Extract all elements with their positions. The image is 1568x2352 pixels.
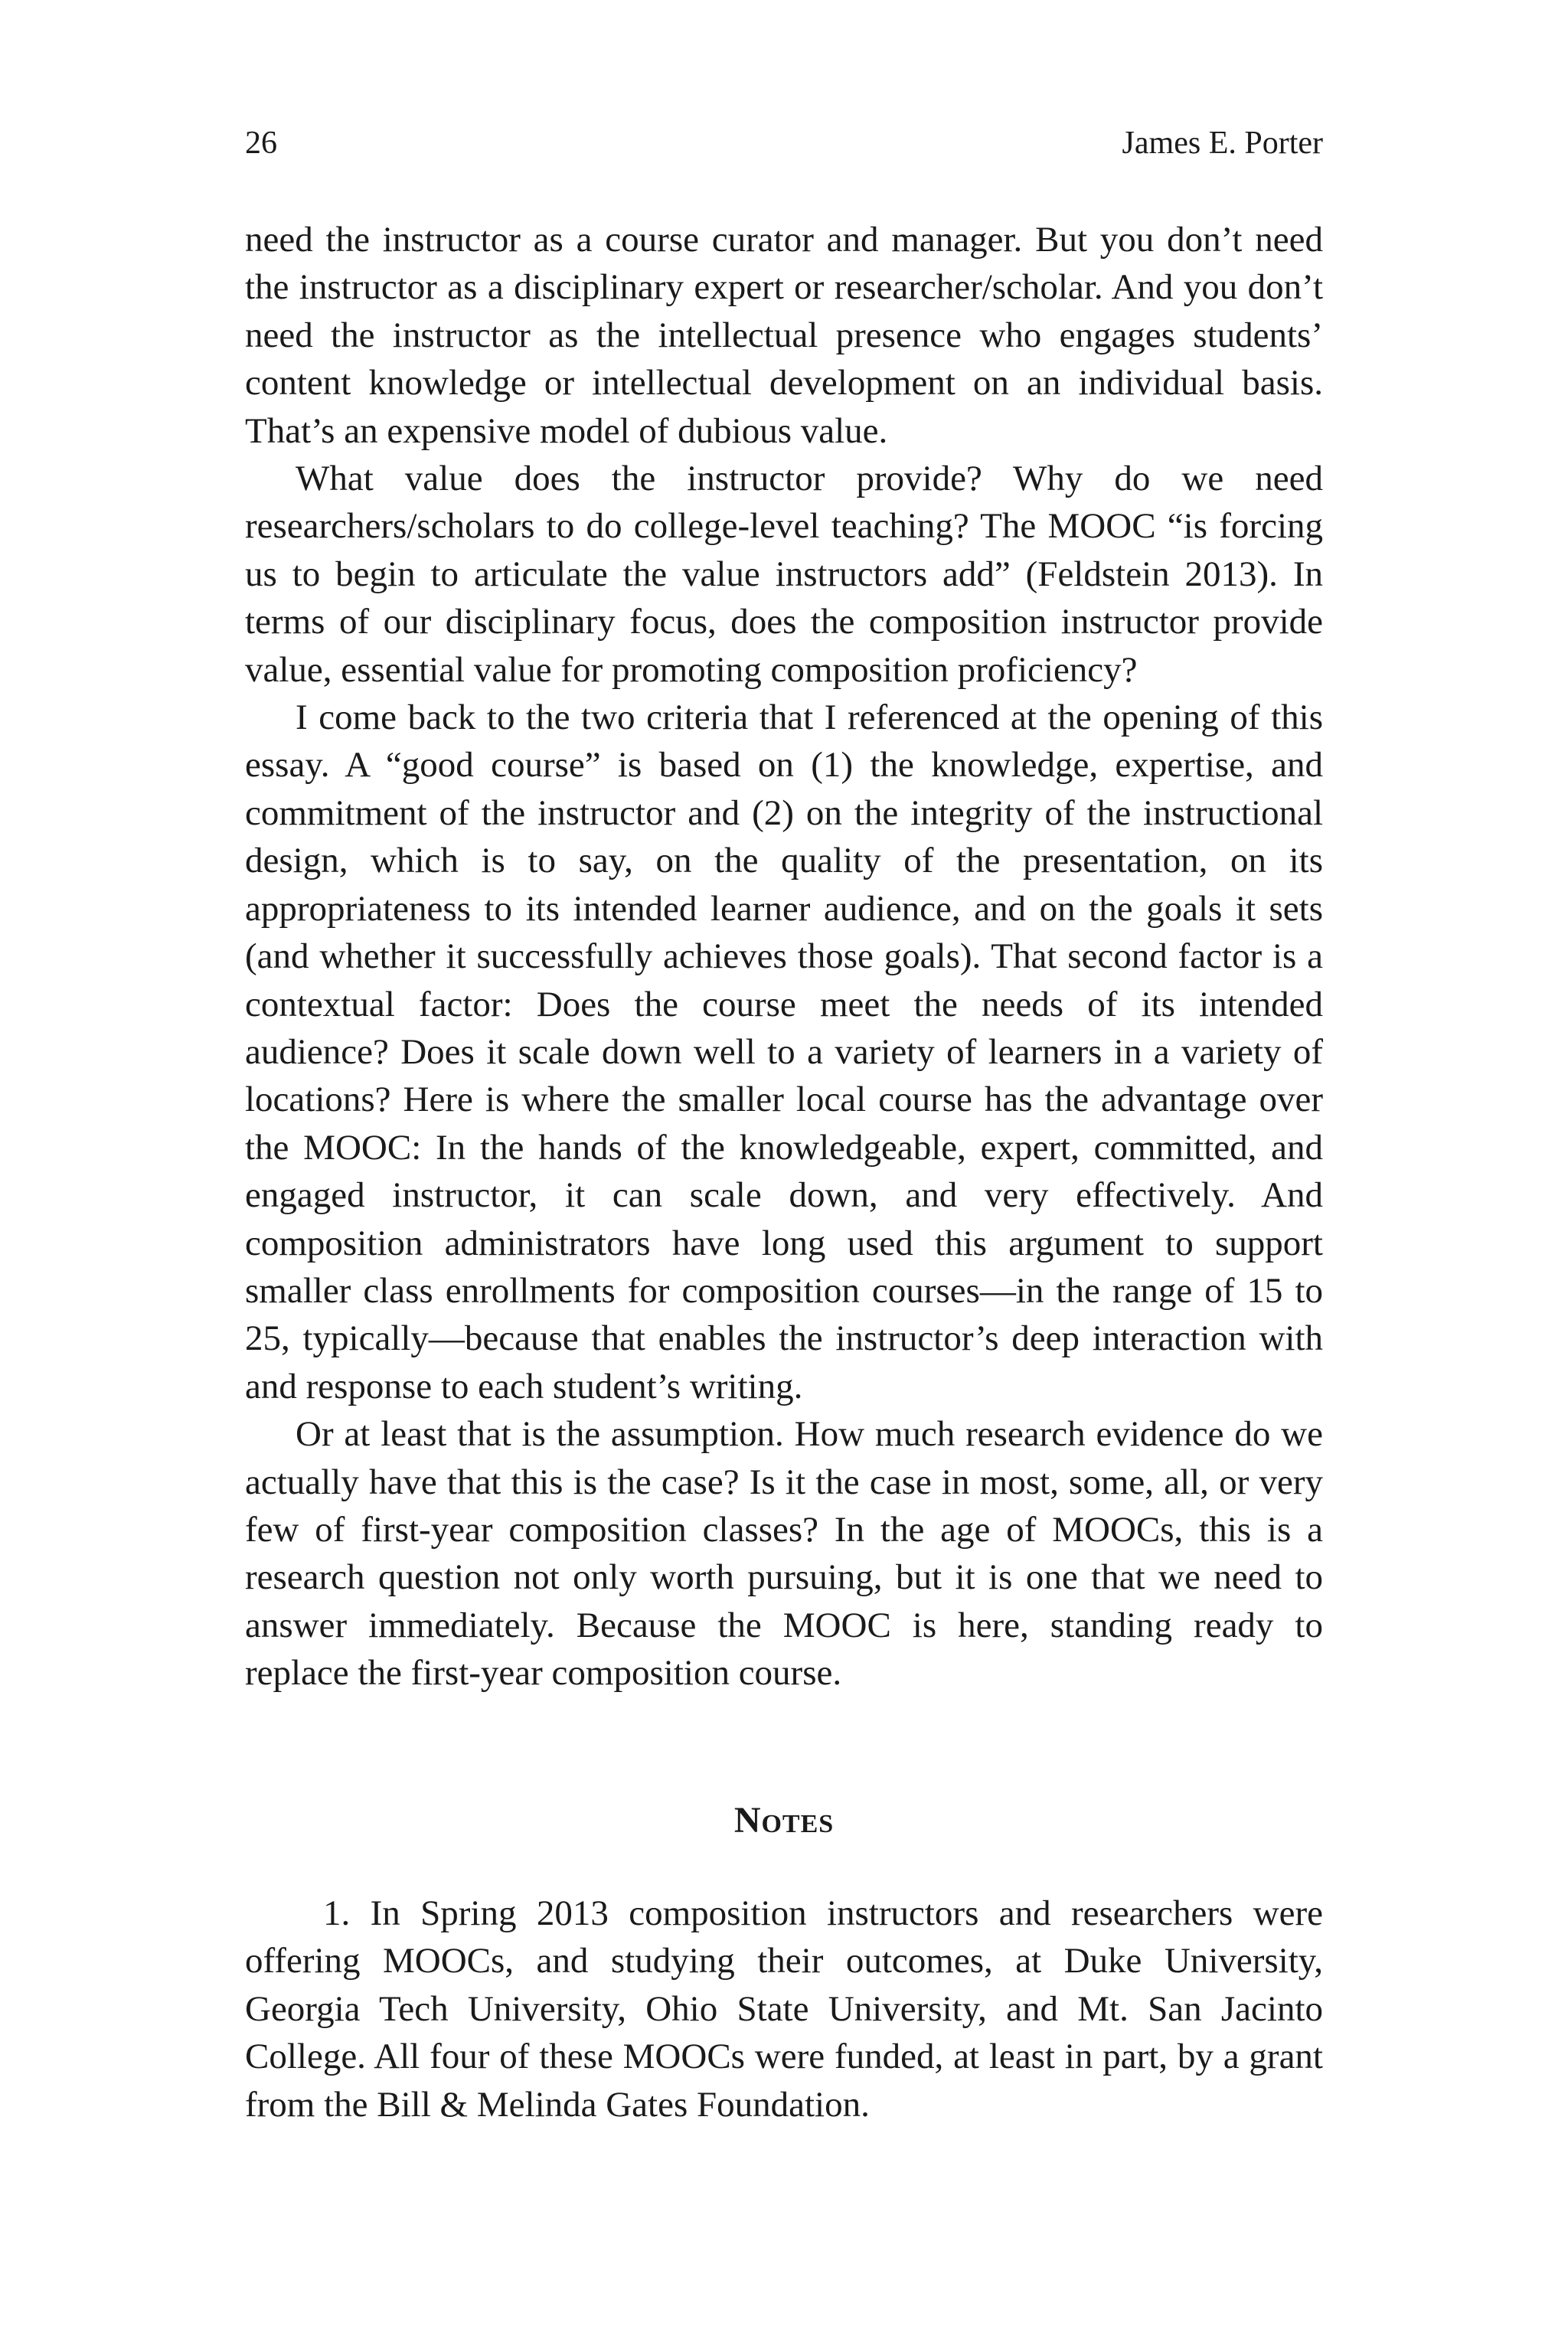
notes-heading: Notes [733, 1800, 835, 1841]
body-paragraph-4: Or at least that is the assumption. How much research evidence do we actually have that this is the case? Is it the case in most, some, all, or very few of first-year composition classes? In the age of MOOCs, this is a research question not only worth pursuing, but it is one that we need to answer immediately. Because the MOOC is here, standing ready to replace the first-year composition course. [245, 1414, 1323, 1694]
running-head-author: James E. Porter [1122, 126, 1323, 161]
page-number: 26 [245, 126, 277, 161]
body-paragraph-2: What value does the instructor provide? Why do we need researchers/scholars to do college-level teaching? The MOOC “is forcing us to begin to articulate the value instructors add” (Feldstein 2013). In terms of our disciplinary focus, does the composition instructor provide value, essential value for promoting composition proficiency? [245, 459, 1323, 690]
body-text [245, 216, 1323, 1697]
note-item-1: 1. In Spring 2013 composition instructors and researchers were offering MOOCs, and studying their outcomes, at Duke University, Georgia Tech University, Ohio State University, and Mt. San Jacinto College. All four of these MOOCs were funded, at least in part, by a grant from the Bill & Melinda Gates Foundation. [245, 1893, 1323, 2125]
body-paragraph-1: need the instructor as a course curator and manager. But you don’t need the instructor as a disciplinary expert or researcher/scholar. And you don’t need the instructor as the intellectual presence who engages students’ content knowledge or intellectual development on an individual basis. That’s an expensive model of dubious value. [245, 220, 1323, 451]
notes-list [245, 1890, 1323, 2128]
running-head [245, 124, 1323, 162]
body-paragraph-3: I come back to the two criteria that I referenced at the opening of this essay. A “good course” is based on (1) the knowledge, expertise, and commitment of the instructor and (2) on the integrity of the instructional design, which is to say, on the quality of the presentation, on its appropriateness to its intended learner audience, and on the goals it sets (and whether it successfully achieves those goals). That second factor is a contextual factor: Does the course meet the needs of its intended audience? Does it scale down well to a variety of learners in a variety of locations? Here is where the smaller local course has the advantage over the MOOC: In the hands of the knowledgeable, expert, committed, and engaged instructor, it can scale down, and very effectively. And composition administrators have long used this argument to support smaller class enrollments for composition courses—in the range of 15 to 25, typically—because that enables the instructor’s deep interaction with and response to each student’s writing. [245, 697, 1323, 1406]
